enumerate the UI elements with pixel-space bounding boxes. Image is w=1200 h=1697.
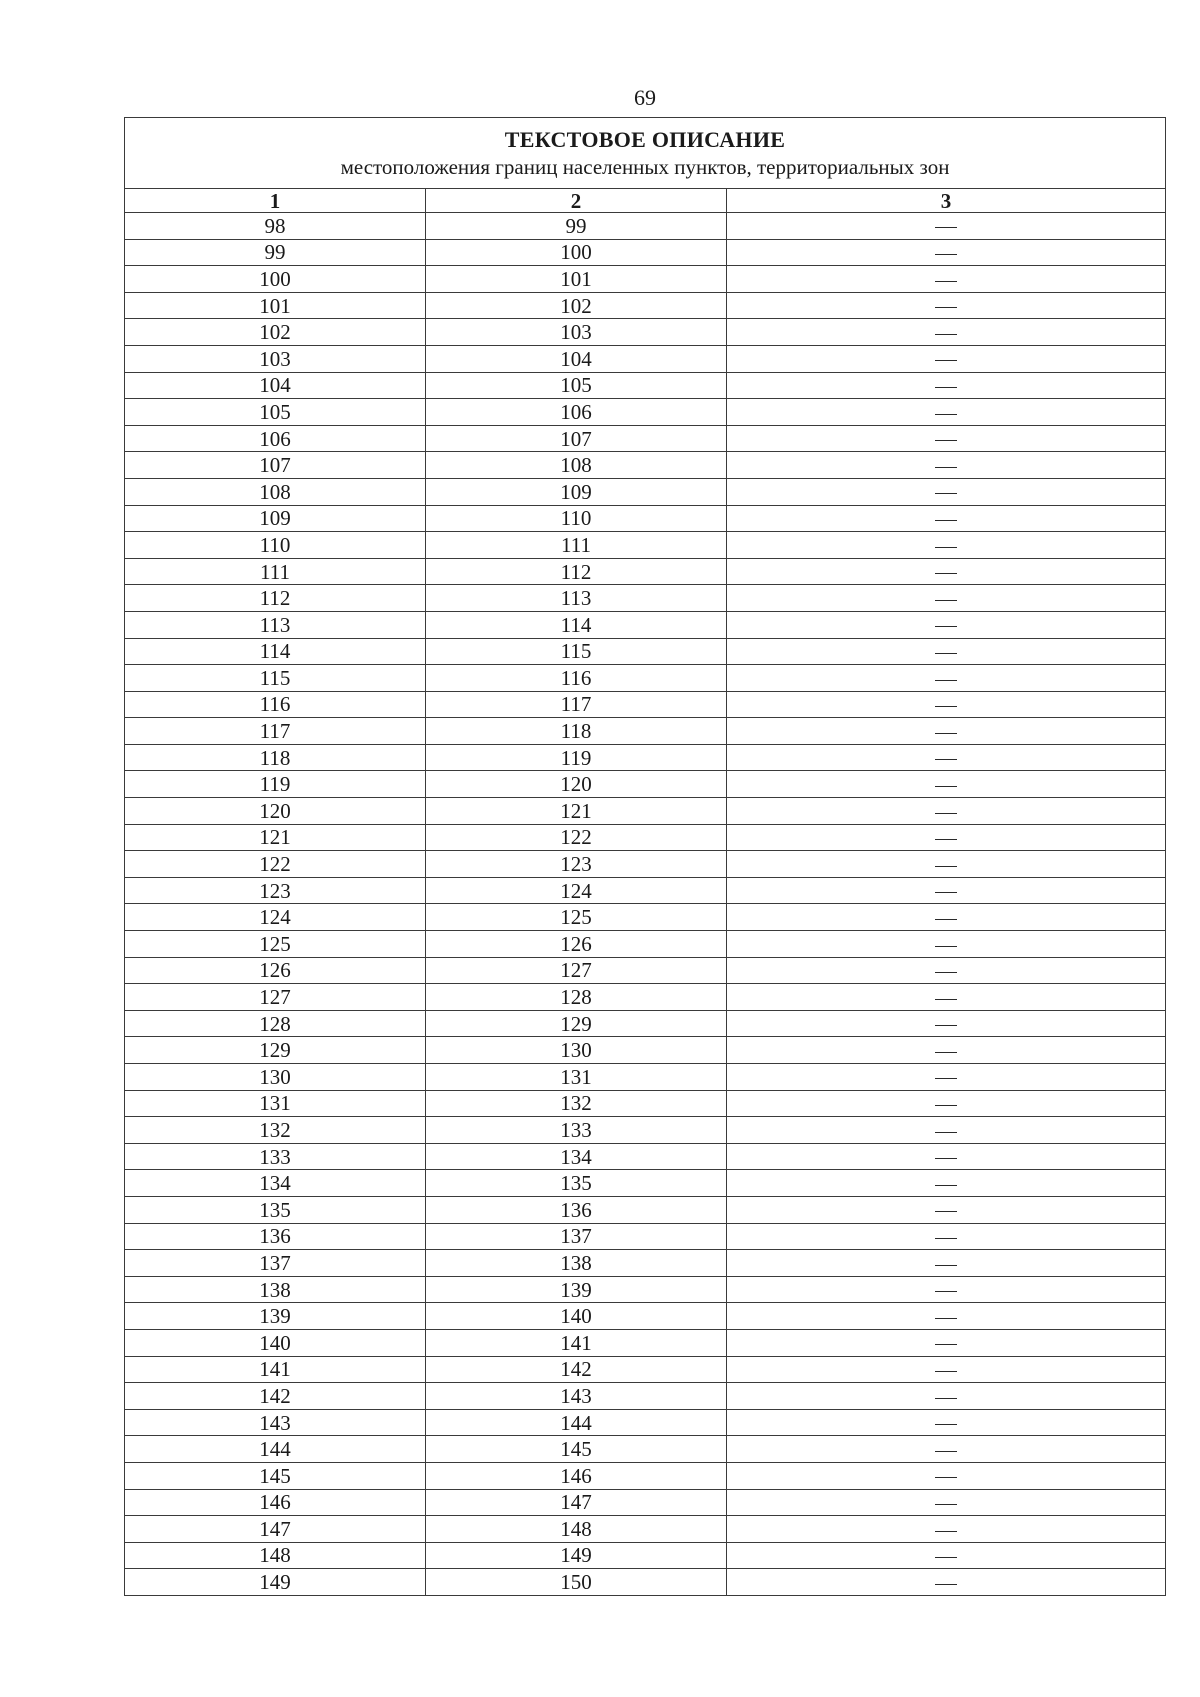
table-cell: 99 — [426, 213, 727, 240]
table-cell — [727, 1489, 1166, 1516]
table-cell — [727, 399, 1166, 426]
dash-mark — [935, 600, 957, 601]
table-cell: 140 — [125, 1329, 426, 1356]
dash-mark — [935, 972, 957, 973]
table-cell — [727, 266, 1166, 293]
table-row — [125, 319, 1166, 346]
table-cell: 127 — [426, 957, 727, 984]
dash-mark — [935, 493, 957, 494]
table-row — [125, 1117, 1166, 1144]
table-cell: 124 — [426, 877, 727, 904]
table-cell: 123 — [125, 877, 426, 904]
dash-mark — [935, 759, 957, 760]
table-cell: 132 — [426, 1090, 727, 1117]
table-cell — [727, 665, 1166, 692]
table-row — [125, 1250, 1166, 1277]
table-cell: 113 — [125, 611, 426, 638]
table-cell: 113 — [426, 585, 727, 612]
table-cell: 106 — [426, 399, 727, 426]
dash-mark — [935, 254, 957, 255]
dash-mark — [935, 1185, 957, 1186]
dash-mark — [935, 227, 957, 228]
table-cell: 122 — [426, 824, 727, 851]
table-cell — [727, 532, 1166, 559]
table-cell: 111 — [125, 558, 426, 585]
table-cell: 108 — [125, 478, 426, 505]
dash-mark — [935, 1424, 957, 1425]
table-cell: 115 — [125, 665, 426, 692]
table-row — [125, 931, 1166, 958]
table-row — [125, 1276, 1166, 1303]
table-cell — [727, 877, 1166, 904]
dash-mark — [935, 1052, 957, 1053]
table-row — [125, 798, 1166, 825]
table-cell — [727, 1064, 1166, 1091]
dash-mark — [935, 733, 957, 734]
table-cell — [727, 1117, 1166, 1144]
table-cell — [727, 1143, 1166, 1170]
table-row — [125, 1409, 1166, 1436]
table-row — [125, 425, 1166, 452]
dash-mark — [935, 1265, 957, 1266]
column-header: 2 — [426, 189, 727, 213]
table-cell: 137 — [125, 1250, 426, 1277]
table-cell — [727, 505, 1166, 532]
dash-mark — [935, 1318, 957, 1319]
table-cell — [727, 1250, 1166, 1277]
table-cell: 101 — [426, 266, 727, 293]
table-cell: 130 — [426, 1037, 727, 1064]
table-cell: 112 — [426, 558, 727, 585]
table-cell — [727, 1303, 1166, 1330]
table-cell: 127 — [125, 984, 426, 1011]
table-row — [125, 399, 1166, 426]
table-row — [125, 1196, 1166, 1223]
table-row — [125, 1436, 1166, 1463]
table-cell: 101 — [125, 292, 426, 319]
dash-mark — [935, 414, 957, 415]
dash-mark — [935, 440, 957, 441]
table-row — [125, 372, 1166, 399]
table-row — [125, 532, 1166, 559]
table-row — [125, 1223, 1166, 1250]
table-cell: 129 — [426, 1010, 727, 1037]
dash-mark — [935, 999, 957, 1000]
dash-mark — [935, 706, 957, 707]
table-row — [125, 1462, 1166, 1489]
table-cell: 128 — [426, 984, 727, 1011]
dash-mark — [935, 946, 957, 947]
table-cell: 133 — [125, 1143, 426, 1170]
dash-mark — [935, 919, 957, 920]
table-cell: 144 — [426, 1409, 727, 1436]
table-cell: 130 — [125, 1064, 426, 1091]
table-cell — [727, 824, 1166, 851]
table-cell — [727, 478, 1166, 505]
table-cell — [727, 1276, 1166, 1303]
table-cell — [727, 1383, 1166, 1410]
column-header-row — [125, 189, 1166, 213]
table-cell — [727, 957, 1166, 984]
table-cell: 99 — [125, 239, 426, 266]
table-row — [125, 505, 1166, 532]
table-cell — [727, 691, 1166, 718]
table-row — [125, 877, 1166, 904]
table-cell: 112 — [125, 585, 426, 612]
table-cell: 149 — [426, 1542, 727, 1569]
table-cell: 116 — [125, 691, 426, 718]
table-cell: 121 — [426, 798, 727, 825]
table-cell: 129 — [125, 1037, 426, 1064]
table-row — [125, 957, 1166, 984]
dash-mark — [935, 1584, 957, 1585]
table-row — [125, 1356, 1166, 1383]
table-cell: 141 — [426, 1329, 727, 1356]
table-cell: 132 — [125, 1117, 426, 1144]
table-row — [125, 213, 1166, 240]
table-cell: 117 — [426, 691, 727, 718]
dash-mark — [935, 1477, 957, 1478]
table-row — [125, 266, 1166, 293]
table-cell: 110 — [426, 505, 727, 532]
table-cell: 107 — [125, 452, 426, 479]
table-cell: 131 — [426, 1064, 727, 1091]
table-cell: 143 — [125, 1409, 426, 1436]
table-row — [125, 1329, 1166, 1356]
dash-mark — [935, 1344, 957, 1345]
table-cell: 98 — [125, 213, 426, 240]
table-row — [125, 1064, 1166, 1091]
table-row — [125, 558, 1166, 585]
table-cell: 105 — [426, 372, 727, 399]
table-row — [125, 452, 1166, 479]
table-cell: 107 — [426, 425, 727, 452]
table-cell: 145 — [125, 1462, 426, 1489]
table-cell — [727, 1196, 1166, 1223]
table-cell: 148 — [125, 1542, 426, 1569]
table-cell: 133 — [426, 1117, 727, 1144]
dash-mark — [935, 1132, 957, 1133]
dash-mark — [935, 1557, 957, 1558]
table-cell — [727, 1569, 1166, 1596]
table-cell — [727, 585, 1166, 612]
table-cell: 124 — [125, 904, 426, 931]
table-cell — [727, 1409, 1166, 1436]
table-title: ТЕКСТОВОЕ ОПИСАНИЕ — [504, 126, 786, 152]
table-cell — [727, 1542, 1166, 1569]
table-row — [125, 744, 1166, 771]
table-cell: 134 — [426, 1143, 727, 1170]
table-cell: 120 — [426, 771, 727, 798]
table-cell: 118 — [426, 718, 727, 745]
table-cell — [727, 798, 1166, 825]
dash-mark — [935, 813, 957, 814]
table-cell: 150 — [426, 1569, 727, 1596]
table-row — [125, 984, 1166, 1011]
table-cell — [727, 372, 1166, 399]
table-cell: 106 — [125, 425, 426, 452]
table-title-row — [125, 118, 1166, 189]
table-cell — [727, 1170, 1166, 1197]
table-cell: 118 — [125, 744, 426, 771]
table-row — [125, 1170, 1166, 1197]
dash-mark — [935, 1078, 957, 1079]
table-cell: 109 — [125, 505, 426, 532]
dash-mark — [935, 1371, 957, 1372]
dash-mark — [935, 1504, 957, 1505]
table-cell: 109 — [426, 478, 727, 505]
table-row — [125, 1143, 1166, 1170]
table-cell — [727, 425, 1166, 452]
table-cell: 125 — [426, 904, 727, 931]
dash-mark — [935, 786, 957, 787]
table-cell: 111 — [426, 532, 727, 559]
table-cell: 138 — [125, 1276, 426, 1303]
dash-mark — [935, 547, 957, 548]
table-cell: 138 — [426, 1250, 727, 1277]
table-title-cell — [125, 118, 1166, 189]
table-row — [125, 718, 1166, 745]
table-cell — [727, 1090, 1166, 1117]
table-row — [125, 691, 1166, 718]
table-row — [125, 1303, 1166, 1330]
table-cell: 119 — [426, 744, 727, 771]
table-cell — [727, 292, 1166, 319]
table-cell: 115 — [426, 638, 727, 665]
table-row — [125, 851, 1166, 878]
table-cell: 121 — [125, 824, 426, 851]
table-row — [125, 904, 1166, 931]
table-cell: 134 — [125, 1170, 426, 1197]
table-cell: 114 — [125, 638, 426, 665]
table-cell — [727, 345, 1166, 372]
table-cell: 102 — [125, 319, 426, 346]
table-cell — [727, 744, 1166, 771]
table-cell: 137 — [426, 1223, 727, 1250]
dash-mark — [935, 467, 957, 468]
table-row — [125, 345, 1166, 372]
table-cell — [727, 1223, 1166, 1250]
dash-mark — [935, 1158, 957, 1159]
dash-mark — [935, 1238, 957, 1239]
table-cell: 116 — [426, 665, 727, 692]
table-cell: 142 — [426, 1356, 727, 1383]
dash-mark — [935, 520, 957, 521]
table-cell: 147 — [125, 1516, 426, 1543]
table-cell: 100 — [426, 239, 727, 266]
dash-mark — [935, 892, 957, 893]
dash-mark — [935, 573, 957, 574]
table-body — [125, 213, 1166, 1596]
table-row — [125, 1037, 1166, 1064]
table-cell — [727, 452, 1166, 479]
table-cell: 136 — [125, 1223, 426, 1250]
table-cell — [727, 558, 1166, 585]
table-cell: 141 — [125, 1356, 426, 1383]
dash-mark — [935, 866, 957, 867]
table-cell — [727, 1462, 1166, 1489]
table-cell: 139 — [426, 1276, 727, 1303]
dash-mark — [935, 307, 957, 308]
dash-mark — [935, 1105, 957, 1106]
table-cell — [727, 718, 1166, 745]
table-cell: 110 — [125, 532, 426, 559]
dash-mark — [935, 839, 957, 840]
dash-mark — [935, 1291, 957, 1292]
table-cell: 149 — [125, 1569, 426, 1596]
table-subtitle: местоположения границ населенных пунктов, территориальных зон — [340, 154, 950, 179]
table-cell: 103 — [426, 319, 727, 346]
table-row — [125, 292, 1166, 319]
table-cell: 128 — [125, 1010, 426, 1037]
table-row — [125, 585, 1166, 612]
column-header: 3 — [727, 189, 1166, 213]
table-row — [125, 239, 1166, 266]
table-cell: 122 — [125, 851, 426, 878]
dash-mark — [935, 1398, 957, 1399]
table-cell: 102 — [426, 292, 727, 319]
table-cell — [727, 239, 1166, 266]
table-cell — [727, 1516, 1166, 1543]
table-cell: 131 — [125, 1090, 426, 1117]
table-cell: 103 — [125, 345, 426, 372]
table-cell — [727, 1436, 1166, 1463]
table-cell — [727, 771, 1166, 798]
dash-mark — [935, 1451, 957, 1452]
table-row — [125, 1542, 1166, 1569]
dash-mark — [935, 653, 957, 654]
table-row — [125, 1090, 1166, 1117]
table-cell: 147 — [426, 1489, 727, 1516]
table-cell: 120 — [125, 798, 426, 825]
table-cell — [727, 851, 1166, 878]
table-cell — [727, 1010, 1166, 1037]
table-cell — [727, 1329, 1166, 1356]
table-cell — [727, 984, 1166, 1011]
table-row — [125, 1010, 1166, 1037]
table-row — [125, 1569, 1166, 1596]
table-cell — [727, 1356, 1166, 1383]
table-cell: 142 — [125, 1383, 426, 1410]
table-cell — [727, 931, 1166, 958]
table-cell: 144 — [125, 1436, 426, 1463]
table-cell: 114 — [426, 611, 727, 638]
table-cell: 140 — [426, 1303, 727, 1330]
table-cell: 119 — [125, 771, 426, 798]
dash-mark — [935, 680, 957, 681]
dash-mark — [935, 1025, 957, 1026]
dash-mark — [935, 1531, 957, 1532]
dash-mark — [935, 360, 957, 361]
table-row — [125, 1516, 1166, 1543]
table-row — [125, 1489, 1166, 1516]
table-cell: 104 — [426, 345, 727, 372]
boundary-description-table — [124, 117, 1166, 1596]
dash-mark — [935, 334, 957, 335]
dash-mark — [935, 281, 957, 282]
table-row — [125, 824, 1166, 851]
table-cell: 139 — [125, 1303, 426, 1330]
table-cell: 145 — [426, 1436, 727, 1463]
table-cell: 126 — [426, 931, 727, 958]
column-header: 1 — [125, 189, 426, 213]
table-cell: 105 — [125, 399, 426, 426]
table-cell: 148 — [426, 1516, 727, 1543]
table-cell: 104 — [125, 372, 426, 399]
table-cell — [727, 1037, 1166, 1064]
table-cell — [727, 638, 1166, 665]
table-cell: 135 — [426, 1170, 727, 1197]
table-cell — [727, 904, 1166, 931]
dash-mark — [935, 387, 957, 388]
table-cell: 125 — [125, 931, 426, 958]
table-row — [125, 478, 1166, 505]
table-cell: 100 — [125, 266, 426, 293]
table-row — [125, 638, 1166, 665]
table-cell — [727, 611, 1166, 638]
dash-mark — [935, 1211, 957, 1212]
table-cell: 126 — [125, 957, 426, 984]
table-cell — [727, 213, 1166, 240]
table-cell: 146 — [426, 1462, 727, 1489]
table-cell: 146 — [125, 1489, 426, 1516]
table-cell — [727, 319, 1166, 346]
table-cell: 108 — [426, 452, 727, 479]
table-row — [125, 611, 1166, 638]
table-cell: 136 — [426, 1196, 727, 1223]
table-cell: 135 — [125, 1196, 426, 1223]
table-row — [125, 771, 1166, 798]
table-cell: 123 — [426, 851, 727, 878]
table-cell: 143 — [426, 1383, 727, 1410]
table-row — [125, 1383, 1166, 1410]
table-row — [125, 665, 1166, 692]
table-cell: 117 — [125, 718, 426, 745]
dash-mark — [935, 626, 957, 627]
page-number: 69 — [634, 85, 656, 110]
